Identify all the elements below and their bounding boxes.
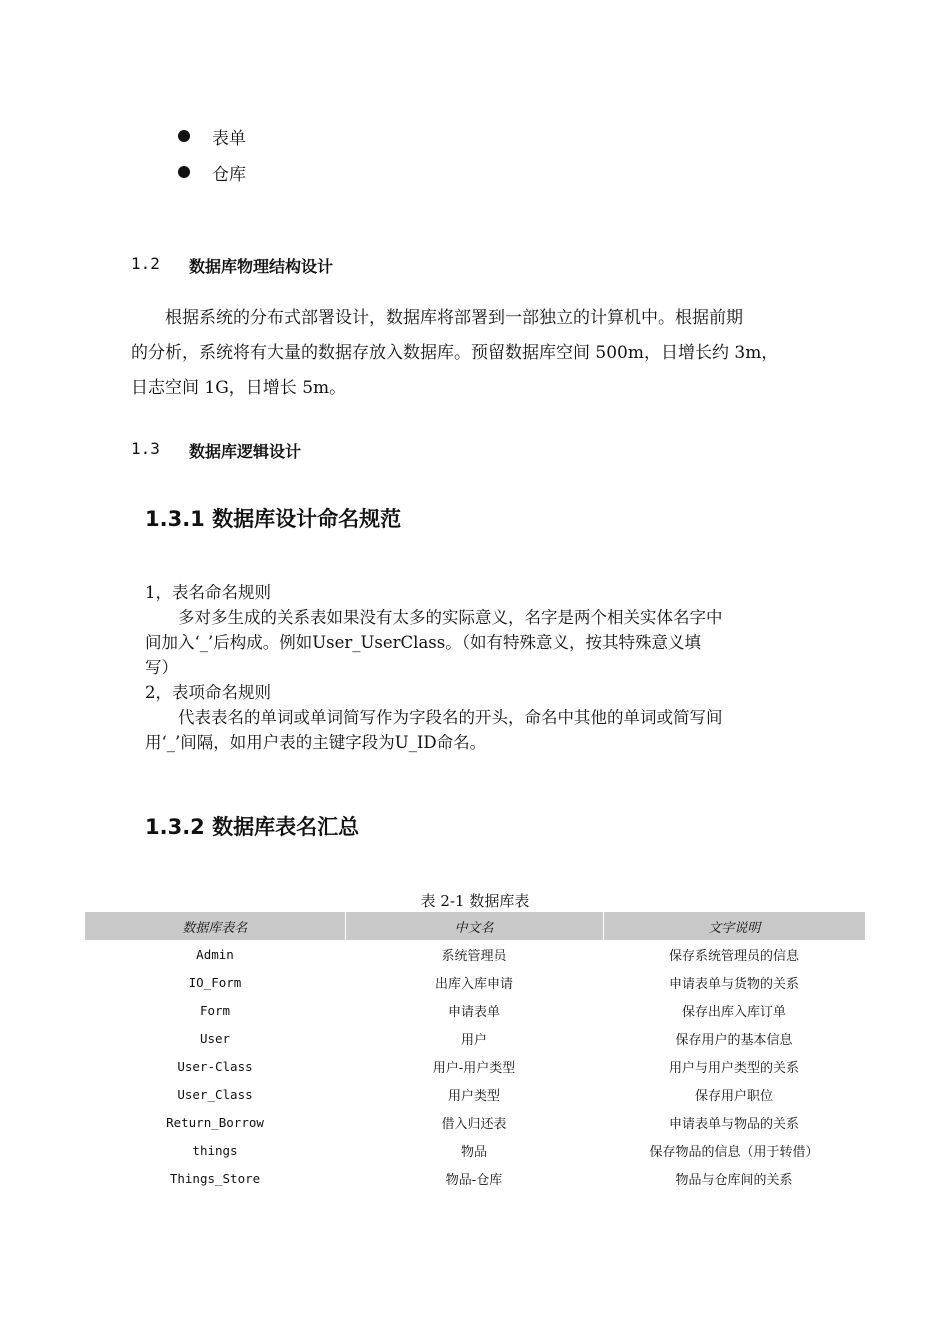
table-row <box>85 940 865 968</box>
table-cell: 申请表单与物品的关系 <box>668 1116 799 1132</box>
section-title: 数据库物理结构设计 <box>189 257 334 276</box>
table-cell: 系统管理员 <box>441 948 507 964</box>
bullet-text: 表单 <box>212 128 246 149</box>
table-cell: 申请表单 <box>447 1004 500 1020</box>
naming-rules-block <box>145 580 810 755</box>
rules-line: 2，表项命名规则 <box>145 683 271 702</box>
table-cell: 用户类型 <box>447 1088 500 1104</box>
table-row <box>85 1108 865 1136</box>
column-header: 文字说明 <box>603 912 865 940</box>
table-cell: 物品-仓库 <box>445 1172 503 1188</box>
column-header: 中文名 <box>345 912 603 940</box>
table-row <box>85 1164 865 1192</box>
rules-line: 代表表名的单词或单词简写作为字段名的开头，命名中其他的单词或简写间 <box>145 708 723 727</box>
table-row <box>85 996 865 1024</box>
table-row <box>85 968 865 996</box>
table-cell: 出库入库申请 <box>434 976 513 992</box>
table-cell: Things_Store <box>169 1170 261 1186</box>
section-heading-1-2 <box>131 254 333 277</box>
table-cell: 申请表单与货物的关系 <box>668 976 799 992</box>
table-cell: User <box>199 1030 231 1046</box>
database-tables-table <box>85 912 865 1192</box>
table-cell: User-Class <box>177 1058 253 1074</box>
table-cell: 用户 <box>460 1032 487 1048</box>
table-cell: 物品与仓库间的关系 <box>675 1172 793 1188</box>
table-cell: Admin <box>196 946 234 962</box>
section-heading-1-3-1: 1.3.1 数据库设计命名规范 <box>145 507 402 531</box>
rules-line: 多对多生成的关系表如果没有太多的实际意义，名字是两个相关实体名字中 <box>145 608 723 627</box>
table-cell: 保存用户职位 <box>694 1088 773 1104</box>
table-cell: 保存出库入库订单 <box>681 1004 786 1020</box>
physical-design-paragraph <box>131 301 811 406</box>
table-row <box>85 1024 865 1052</box>
section-heading-1-3-2: 1.3.2 数据库表名汇总 <box>145 815 360 839</box>
column-header: 数据库表名 <box>85 912 345 940</box>
table-cell: Return_Borrow <box>166 1114 264 1130</box>
bullet-text: 仓库 <box>212 164 246 185</box>
table-cell: 保存系统管理员的信息 <box>668 948 799 964</box>
table-cell: things <box>192 1142 238 1158</box>
bullet-item-warehouse <box>178 160 246 184</box>
section-heading-1-3 <box>131 439 301 462</box>
paragraph-line: 日志空间 1G，日增长 5m。 <box>131 378 347 398</box>
table-row <box>85 1052 865 1080</box>
table-cell: 借入归还表 <box>441 1116 507 1132</box>
table-caption: 表 2-1 数据库表 <box>420 892 530 910</box>
table-cell: 物品 <box>460 1144 487 1160</box>
paragraph-line: 根据系统的分布式部署设计，数据库将部署到一部独立的计算机中。根据前期 <box>165 308 743 328</box>
table-row <box>85 1136 865 1164</box>
table-cell: 保存物品的信息（用于转借） <box>649 1144 819 1160</box>
table-cell: User_Class <box>177 1086 253 1102</box>
table-cell: 保存用户的基本信息 <box>675 1032 793 1048</box>
table-cell: 用户-用户类型 <box>432 1060 516 1076</box>
paragraph-line: 的分析，系统将有大量的数据存放入数据库。预留数据库空间 500m，日增长约 3m， <box>131 343 779 363</box>
rules-line: 用‘_’间隔，如用户表的主键字段为U_ID命名。 <box>145 733 487 752</box>
section-number: 1.2 <box>131 254 160 273</box>
rules-line: 1，表名命名规则 <box>145 583 271 602</box>
bullet-item-form <box>178 124 246 148</box>
table-cell: Form <box>199 1002 231 1018</box>
table-header-row <box>85 912 865 940</box>
bullet-dot-icon <box>178 130 190 142</box>
rules-line: 写） <box>145 658 178 677</box>
rules-line: 间加入‘_’后构成。例如User_UserClass。（如有特殊意义，按其特殊意义填 <box>145 633 701 652</box>
bullet-dot-icon <box>178 166 190 178</box>
table-cell: 用户与用户类型的关系 <box>668 1060 799 1076</box>
section-number: 1.3 <box>131 439 160 458</box>
table-row <box>85 1080 865 1108</box>
table-cell: IO_Form <box>188 974 242 990</box>
section-title: 数据库逻辑设计 <box>189 442 302 461</box>
